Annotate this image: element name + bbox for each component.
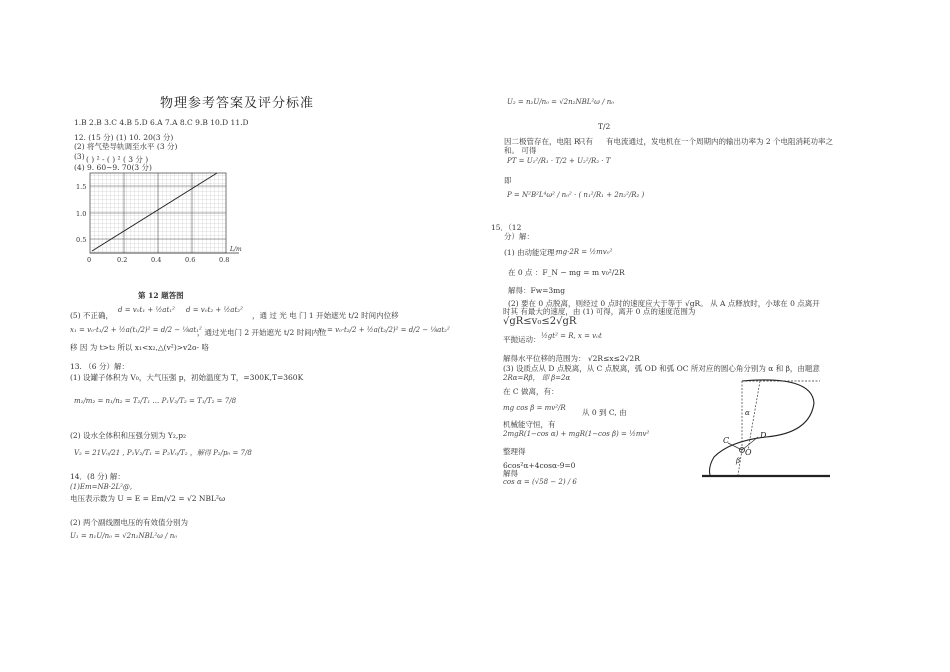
q12-p5-eq2: d = v₀t₂ + ½at₂²: [186, 306, 243, 314]
label-o: O: [745, 448, 752, 457]
y-tick-0.5: 0.5: [76, 236, 87, 244]
q15-line11: 在 C 做离，有：: [503, 387, 559, 396]
q15-line9: (3) 设质点从 D 点脱离，从 C 点脱离，弧 OD 和弧 OC 所对应的圆心角分别为 α 和 β，由题意: [503, 364, 820, 373]
q14-eq4: U₂ = n₂U/n₀ = √2n₂NBL²ω / n₀: [507, 98, 615, 106]
q14-text6: 即: [504, 176, 512, 185]
q12-p5-eq1: d = v₀t₁ + ½at₁²: [118, 306, 175, 314]
q14-line1: (1)Em=NB·2L²@,: [70, 483, 133, 491]
q15-eq1: mg·2R = ½mv₀²: [556, 248, 613, 256]
q15-line1: (1) 由动能定理：: [504, 248, 563, 257]
q14-text5-d: 和。 可得: [504, 146, 537, 155]
x-tick-0: 0: [87, 256, 92, 264]
q12-p5-text2: ，通过光电门 2 开始遮光 t/2 时间内位: [197, 328, 327, 337]
y-tick-1.5: 1.5: [76, 183, 87, 191]
track-curve: [710, 380, 815, 475]
q15-header: 15．（12: [491, 223, 522, 232]
q14-line2: 电压表示数为 U = E = Em/√2 = √2 NBL²ω: [70, 494, 226, 503]
graph-caption: 第 12 题答图: [138, 291, 184, 300]
q12-line3-prefix: (3): [74, 152, 85, 161]
q15-eq15: cos α = (√58 − 2) / 6: [503, 478, 577, 486]
q12-header: 12. (15 分) (1) 10. 20(3 分): [74, 133, 174, 142]
q15-line7: 平抛运动：: [503, 335, 541, 344]
q12-p5-text3: 移 因 为 t>t₂ 所以 x₁<x₂,△(v²)>v2o- 咯: [70, 343, 209, 352]
q15-line10: 2Rα=Rβ， 即 β=2α: [503, 374, 571, 382]
x-tick-0.2: 0.2: [117, 256, 128, 264]
q14-text5-frac: T/2: [598, 122, 611, 131]
label-beta: β: [736, 457, 741, 465]
q12-line2: (2) 将气垫导轨调至水平 (3 分): [74, 142, 178, 151]
q15-line5: 时其 有最大的速度，由 (1) 可得，离开 0 点的速度范围为: [503, 307, 696, 316]
label-c: C: [723, 436, 730, 445]
q13-line1: (1) 设罐子体积为 V₀，大气压强 p，初始温度为 T，=300K,T=360K: [70, 373, 304, 382]
q14-text5-c: 有电流通过，发电机在一个周期内的输出功率为 2 个电阻消耗功率之: [606, 137, 834, 146]
x-tick-0.4: 0.4: [151, 256, 162, 264]
q13-eq1: m₁/m₂ = n₁/n₂ = T₂/T₁ … P₁V₂/T₂ = T₁/T₂ = 7/8: [74, 397, 237, 405]
q15-eq7: ½gt² = R, x = v₀t: [541, 332, 602, 340]
q12-p5-x2: x₂ = v₀·t₂/2 + ½a(t₂/2)² = d/2 − ⅛at₂²: [318, 326, 450, 334]
q12-p5-x1: x₁ = v₀·t₁/2 + ½a(t₁/2)² = d/2 − ⅛at₁²: [70, 326, 202, 334]
q12-p5-text1: ，通 过 光 电 门 1 开始遮光 t/2 时间内位移: [252, 311, 399, 320]
q15-line13: 整理得: [503, 447, 526, 456]
label-alpha: α: [745, 409, 750, 417]
q15-line3: 解得：Fw=3mg: [508, 286, 566, 295]
q13-header: 13. （6 分）解：: [70, 362, 129, 371]
q14-eq6: P = N²B²L⁴ω² / n₀² · ( n₁²/R₁ + 2n₂²/R₂ ): [507, 191, 645, 199]
q15-line14: 6cos²α+4cosα-9=0: [503, 461, 576, 470]
x-tick-0.6: 0.6: [185, 256, 196, 264]
choice-answers: 1.B 2.B 3.C 4.B 5.D 6.A 7.A 8.C 9.B 10.D 11.D: [74, 118, 249, 127]
page-title: 物理参考答案及评分标准: [160, 96, 315, 111]
q15-line11b: 从 0 到 C, 由: [582, 408, 627, 417]
q15-header2: 分）解：: [504, 232, 534, 241]
q15-line2: 在 0 点 ：F_N − mg = m v₀²/2R: [508, 268, 625, 277]
q15-line4: (2) 要在 0 点脱离，则经过 0 点时的速度应大于等于 √gR。 从 A 点释放时，小球在 0 点离开: [508, 299, 820, 308]
q13-eq2: V₂ = 21V₀/21 , P₁V₂/T₁ = P₂V₀/T₂ ，解得 P₂/p₀ = 7/8: [74, 449, 252, 457]
label-d: D: [760, 431, 767, 440]
x-tick-0.8: 0.8: [219, 256, 230, 264]
q15-eq11: mg cos β = mv²/R: [503, 404, 566, 412]
q14-line3: (2) 两个副线圈电压的有效值分别为: [70, 518, 189, 527]
q12-line4: (4) 9. 60~9. 70(3 分): [74, 163, 152, 172]
q15-track-figure: [702, 375, 830, 480]
q12-graph: [74, 167, 254, 267]
q12-line3-body: ( ) ² - ( ) ² ( 3 分 ): [86, 155, 149, 164]
q15-line8: 解得水平位移的范围为： √2R≤x≤2√2R: [503, 354, 640, 363]
q13-line2: (2) 设水全体积和压强分别为 Y₂,p₂: [70, 431, 187, 440]
q15-line15: 解得: [503, 469, 518, 478]
q14-eq3: U₁ = n₁U/n₀ = √2n₁NBL²ω / n₀: [70, 532, 178, 540]
y-tick-1.0: 1.0: [76, 210, 87, 218]
q14-text5-a: 因二极管存在，电阻 R: [504, 137, 580, 146]
q15-eq12: 2mgR(1−cos α) + mgR(1−cos β) = ½mv²: [503, 430, 650, 438]
x-axis-unit: L/m: [230, 246, 242, 253]
q14-header: 14．(8 分) 解：: [70, 472, 125, 481]
q14-eq5: PT = U₁²/R₁ · T/2 + U₂²/R₂ · T: [507, 157, 611, 165]
q12-p5-prefix: (5) 不正确，: [70, 311, 114, 320]
q14-text5-b: 只有: [578, 137, 593, 146]
q15-line6: √gR≤v₀≤2√gR: [503, 316, 577, 327]
q15-line12: 机械能守恒，有: [503, 420, 556, 429]
